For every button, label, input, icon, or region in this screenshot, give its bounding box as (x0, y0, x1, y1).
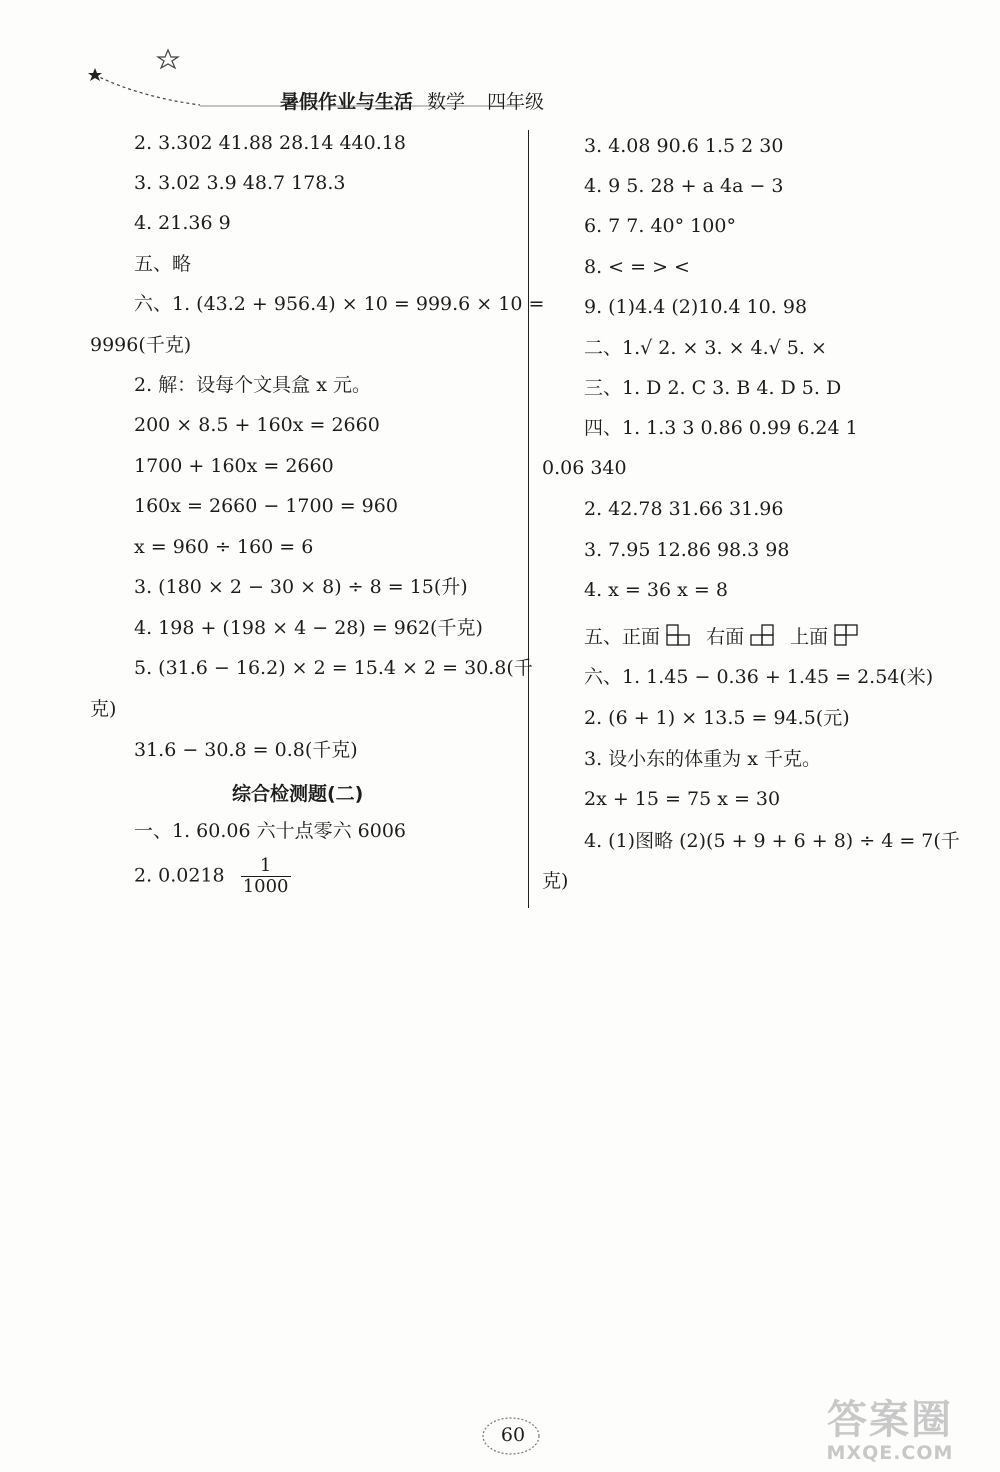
answer-line: 6. 7 7. 40° 100° (584, 215, 736, 237)
answer-line: 4. 9 5. 28 + a 4a − 3 (584, 175, 784, 197)
fraction-line-prefix: 2. 0.0218 (134, 864, 225, 887)
watermark-bottom-text: MXQE.COM (826, 1442, 954, 1464)
three-views-line (584, 624, 878, 649)
answer-line: 2. 3.302 41.88 28.14 440.18 (134, 132, 406, 154)
grade-label: 四年级 (487, 91, 545, 113)
answer-line: 六、1. (43.2 + 956.4) × 10 = 999.6 × 10 = (134, 293, 545, 315)
answer-line: 一、1. 60.06 六十点零六 6006 (134, 820, 406, 842)
answer-line: 4. (1)图略 (2)(5 + 9 + 6 + 8) ÷ 4 = 7(千 (584, 830, 960, 852)
top-view-label: 上面 (790, 626, 829, 648)
front-view-icon (666, 624, 692, 646)
watermark-top-text: 答案圈 (827, 1397, 953, 1443)
section-title: 综合检测题(二) (232, 783, 364, 805)
answer-line: 160x = 2660 − 1700 = 960 (134, 495, 398, 517)
answer-line: 4. 198 + (198 × 4 − 28) = 962(千克) (134, 617, 483, 639)
fraction-answer-line (134, 856, 291, 897)
answer-line: 3. 设小东的体重为 x 千克。 (584, 748, 821, 770)
answer-line: 9996(千克) (90, 334, 192, 356)
views-prefix: 五、 (584, 626, 623, 648)
answer-line: x = 960 ÷ 160 = 6 (134, 536, 314, 558)
subject-label: 数学 (427, 91, 466, 113)
answer-line: 2. 42.78 31.66 31.96 (584, 498, 784, 520)
answer-line: 六、1. 1.45 − 0.36 + 1.45 = 2.54(米) (584, 666, 934, 688)
answer-line: 3. 4.08 90.6 1.5 2 30 (584, 135, 784, 157)
answer-line: 3. 3.02 3.9 48.7 178.3 (134, 172, 346, 194)
front-view-label: 正面 (622, 626, 661, 648)
answer-line: 四、1. 1.3 3 0.86 0.99 6.24 1 (584, 417, 858, 439)
answer-line: 3. 7.95 12.86 98.3 98 (584, 539, 790, 561)
answer-line: 31.6 − 30.8 = 0.8(千克) (134, 739, 358, 761)
answer-line: 五、略 (134, 253, 192, 275)
answer-line: 0.06 340 (542, 457, 627, 479)
top-view-icon (834, 624, 864, 646)
answer-line: 2x + 15 = 75 x = 30 (584, 788, 781, 810)
page-number-text: 60 (500, 1424, 526, 1446)
answer-line: 200 × 8.5 + 160x = 2660 (134, 414, 380, 436)
column-divider (528, 130, 529, 908)
page-number (478, 1424, 548, 1446)
watermark-logo (790, 1398, 990, 1468)
fraction-denominator: 1000 (242, 876, 289, 897)
answer-line: 4. x = 36 x = 8 (584, 579, 728, 601)
fraction (241, 856, 291, 897)
header-title (280, 87, 544, 114)
answer-line: 克) (90, 698, 117, 720)
answer-line: 4. 21.36 9 (134, 212, 231, 234)
answer-line: 2. (6 + 1) × 13.5 = 94.5(元) (584, 707, 850, 729)
fraction-numerator: 1 (241, 856, 291, 877)
page-header (80, 42, 545, 122)
answer-line: 克) (542, 870, 569, 892)
answer-line: 2. 解：设每个文具盒 x 元。 (134, 374, 371, 396)
answer-line: 三、1. D 2. C 3. B 4. D 5. D (584, 377, 842, 399)
book-title: 暑假作业与生活 (280, 91, 414, 113)
answer-line: 二、1.√ 2. × 3. × 4.√ 5. × (584, 337, 827, 359)
right-view-label: 右面 (706, 626, 745, 648)
answer-line: 1700 + 160x = 2660 (134, 455, 334, 477)
answer-line: 8. < = > < (584, 256, 690, 278)
right-view-icon (750, 624, 776, 646)
answer-line: 3. (180 × 2 − 30 × 8) ÷ 8 = 15(升) (134, 576, 468, 598)
answer-line: 9. (1)4.4 (2)10.4 10. 98 (584, 296, 808, 318)
answer-line: 5. (31.6 − 16.2) × 2 = 15.4 × 2 = 30.8(千 (134, 657, 533, 679)
